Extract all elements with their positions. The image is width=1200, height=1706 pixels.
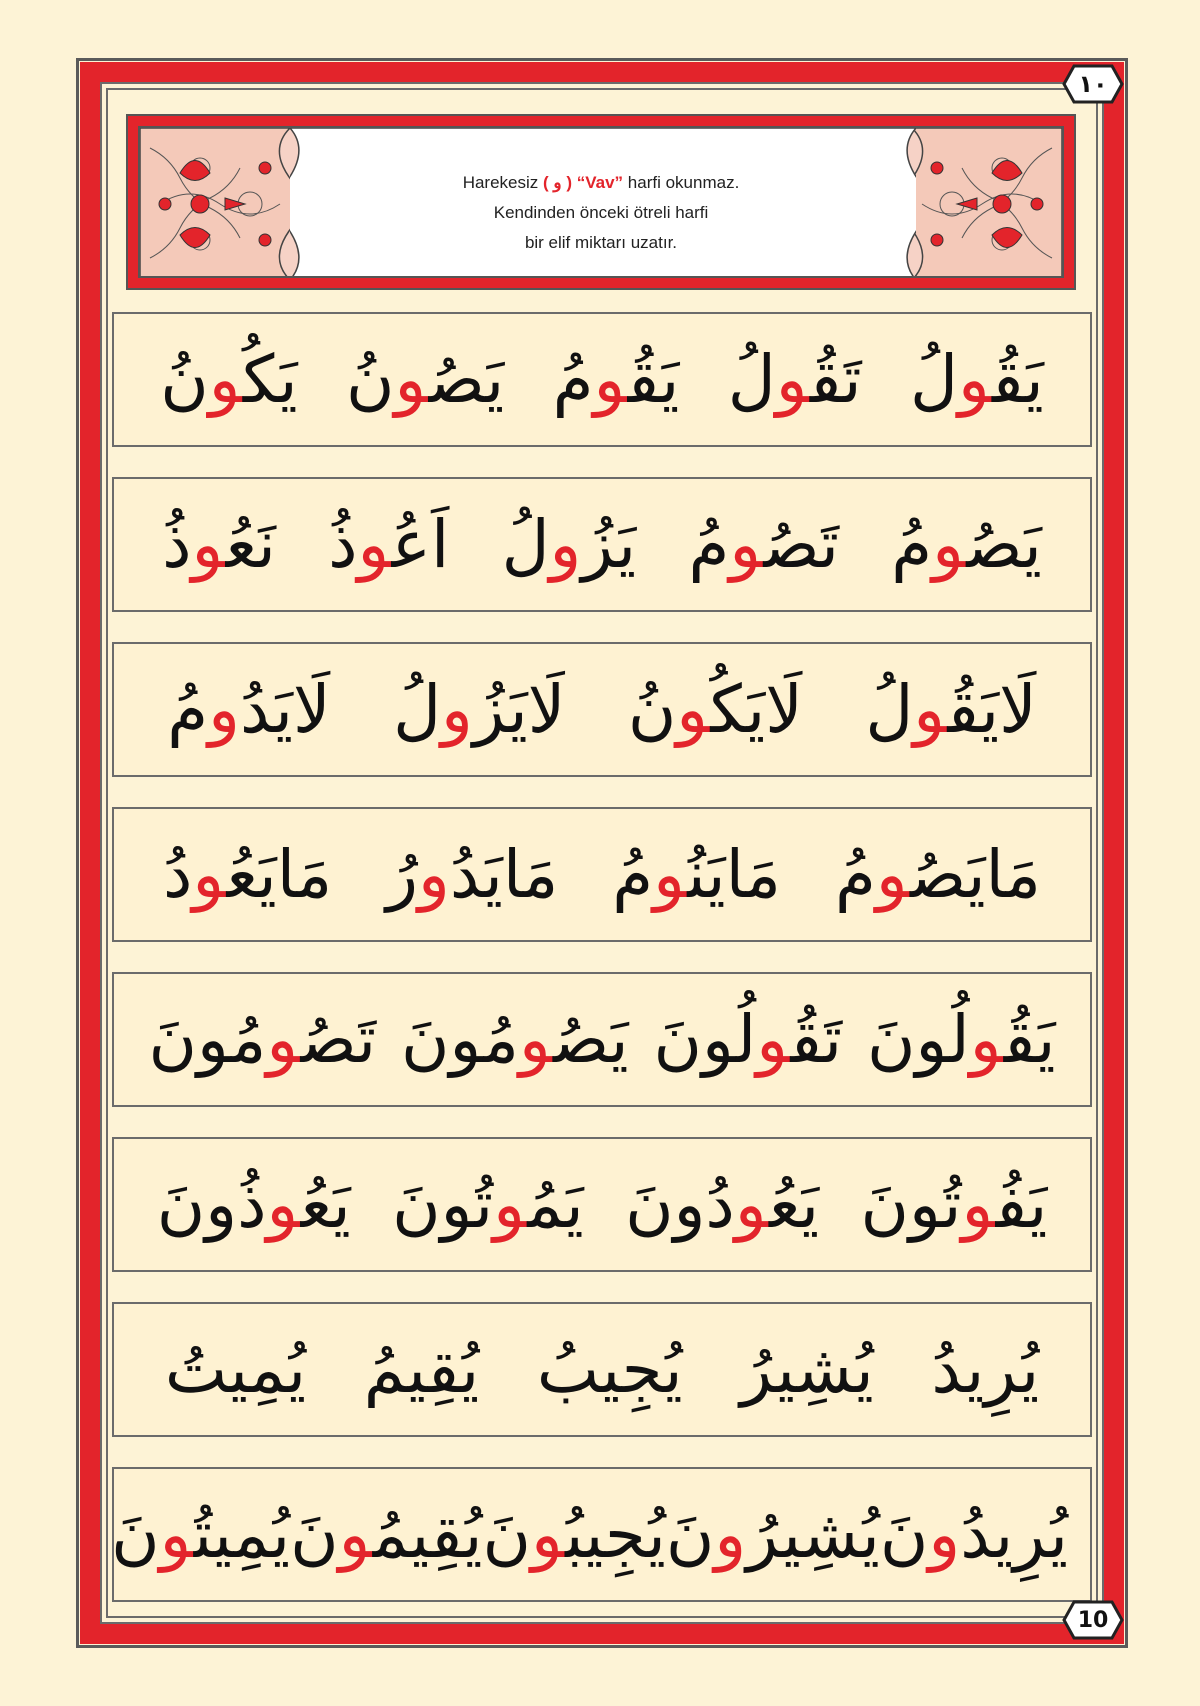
word-part: يَصُ	[428, 341, 505, 418]
word-part: يَفُ	[995, 1166, 1048, 1243]
word-part: لُ	[727, 341, 776, 418]
arabic-word	[861, 1166, 1048, 1243]
word-part: يَصُ	[966, 506, 1042, 583]
instruction-line-1-suffix: harfi okunmaz.	[627, 173, 740, 192]
silent-vav-highlight: و	[518, 1001, 554, 1078]
word-part: لَايَزُ	[472, 671, 566, 748]
arabic-word	[157, 1166, 351, 1243]
arabic-word	[728, 341, 862, 418]
silent-vav-highlight: و	[549, 506, 582, 583]
arabic-word	[502, 506, 637, 583]
word-part: يَقُ	[992, 341, 1044, 418]
word-part: مُ	[688, 506, 730, 583]
word-part: اَعُ	[391, 506, 450, 583]
word-row	[112, 1137, 1092, 1272]
word-part: يَقُ	[627, 341, 680, 418]
silent-vav-highlight: و	[957, 341, 993, 418]
word-part: مُونَ	[401, 1001, 519, 1078]
word-part: لُ	[865, 671, 914, 748]
silent-vav-highlight: و	[593, 341, 628, 418]
word-part: يُمِيتُ	[164, 1331, 307, 1408]
silent-vav-highlight: و	[928, 1496, 961, 1573]
arabic-word	[393, 671, 565, 748]
word-part: نَعُ	[225, 506, 276, 583]
word-part: يَكُ	[242, 341, 298, 418]
word-row	[112, 972, 1092, 1107]
arabic-word	[654, 1001, 843, 1078]
word-part: لَايَدُ	[239, 671, 331, 748]
arabic-word	[163, 836, 332, 913]
silent-vav-highlight: و	[932, 506, 967, 583]
word-part: لَايَقُ	[947, 671, 1037, 748]
silent-vav-highlight: و	[493, 1166, 528, 1243]
word-part: تَقُ	[790, 1001, 843, 1078]
word-part: دُ	[163, 836, 193, 913]
word-part: يَزُ	[581, 506, 637, 583]
word-part: ذُ	[328, 506, 358, 583]
word-part: مُونَ	[148, 1001, 267, 1078]
word-part: يُشِيرُ	[740, 1331, 874, 1408]
instruction-line-3: bir elif miktarı uzatır.	[524, 233, 678, 252]
word-part: تَصُ	[300, 1001, 377, 1078]
word-rows	[112, 312, 1092, 1632]
silent-vav-highlight: و	[961, 1166, 996, 1243]
word-part: مُ	[612, 836, 654, 913]
word-part: يُجِيبُ	[536, 1331, 683, 1408]
arabic-word	[386, 836, 558, 913]
arabic-word	[148, 1001, 376, 1078]
vav-letter-label: ( و )	[543, 173, 573, 192]
word-part: مَايَدُ	[449, 836, 559, 913]
silent-vav-highlight: و	[775, 341, 810, 418]
silent-vav-highlight: و	[653, 836, 688, 913]
word-part: يَعُ	[300, 1166, 351, 1243]
arabic-word	[483, 1496, 666, 1573]
word-part: ذُونَ	[156, 1166, 267, 1243]
word-row	[112, 312, 1092, 447]
silent-vav-highlight: و	[357, 506, 392, 583]
silent-vav-highlight: و	[530, 1496, 566, 1573]
word-part: مُ	[891, 506, 933, 583]
word-part: نَ	[665, 1496, 715, 1573]
silent-vav-highlight: و	[875, 836, 910, 913]
arabic-word	[537, 1331, 683, 1408]
word-part: نَ	[879, 1496, 929, 1573]
arabic-word	[392, 1166, 584, 1243]
page-number-bottom	[1062, 1600, 1124, 1640]
arabic-word	[931, 1331, 1039, 1408]
word-part: دُونَ	[625, 1166, 735, 1243]
word-part: يُرِيدُ	[931, 1331, 1040, 1408]
silent-vav-highlight: و	[266, 1001, 301, 1078]
silent-vav-highlight: و	[418, 836, 450, 913]
word-part: يُقِيمُ	[363, 1331, 480, 1408]
word-part: يُرِيدُ	[960, 1496, 1068, 1573]
word-part: مُ	[167, 671, 209, 748]
silent-vav-highlight: و	[734, 1166, 769, 1243]
silent-vav-highlight: و	[159, 1496, 194, 1573]
arabic-word	[346, 341, 504, 418]
word-part: يُشِيرُ	[746, 1496, 880, 1573]
word-part: تُونَ	[860, 1166, 962, 1243]
arabic-word	[364, 1331, 480, 1408]
word-row	[112, 1302, 1092, 1437]
arabic-word	[612, 836, 781, 913]
silent-vav-highlight: و	[208, 341, 243, 418]
arabic-word	[167, 671, 330, 748]
silent-vav-highlight: و	[338, 1496, 373, 1573]
word-part: مَايَصُ	[909, 836, 1042, 913]
arabic-word	[740, 1331, 874, 1408]
word-part: يَعُ	[768, 1166, 820, 1243]
silent-vav-highlight: و	[756, 1001, 791, 1078]
arabic-word	[891, 506, 1042, 583]
arabic-word	[160, 341, 297, 418]
arabic-word	[867, 1001, 1056, 1078]
arabic-word	[111, 1496, 290, 1573]
arabic-word	[835, 836, 1041, 913]
arabic-word	[865, 671, 1036, 748]
instruction-text	[140, 168, 1062, 258]
arabic-word	[290, 1496, 482, 1573]
word-part: نُ	[346, 341, 395, 418]
arabic-word	[401, 1001, 629, 1078]
word-part: نَ	[111, 1496, 160, 1573]
word-part: مَايَنُ	[687, 836, 782, 913]
word-part: تَقُ	[809, 341, 862, 418]
arabic-word	[553, 341, 680, 418]
instruction-banner-inner	[138, 126, 1064, 278]
word-part: تَصُ	[763, 506, 840, 583]
arabic-word	[628, 671, 803, 748]
word-part: يُمِيتُ	[193, 1496, 291, 1573]
word-part: لَايَكُ	[710, 671, 803, 748]
word-part: نُ	[160, 341, 209, 418]
word-part: لُ	[909, 341, 958, 418]
word-part: تُونَ	[392, 1166, 494, 1243]
instruction-banner	[126, 114, 1076, 290]
arabic-word	[625, 1166, 819, 1243]
silent-vav-highlight: و	[266, 1166, 301, 1243]
arabic-word	[910, 341, 1044, 418]
silent-vav-highlight: و	[441, 671, 473, 748]
arabic-word	[688, 506, 839, 583]
silent-vav-highlight: و	[191, 506, 226, 583]
page-number-arabic: ١٠	[1078, 70, 1108, 98]
word-part: نَ	[482, 1496, 531, 1573]
word-row	[112, 1467, 1092, 1602]
word-part: يَمُ	[527, 1166, 584, 1243]
word-part: مَايَعُ	[226, 836, 333, 913]
page-number-latin: 10	[1077, 1607, 1109, 1633]
word-part: مُ	[552, 341, 594, 418]
word-part: نُ	[627, 671, 677, 748]
arabic-word	[328, 506, 449, 583]
word-part: مُ	[834, 836, 876, 913]
silent-vav-highlight: و	[208, 671, 240, 748]
instruction-line-1	[140, 168, 1062, 198]
arabic-word	[162, 506, 276, 583]
arabic-word	[666, 1496, 880, 1573]
arabic-word	[880, 1496, 1068, 1573]
word-part: لُونَ	[867, 1001, 970, 1078]
silent-vav-highlight: و	[969, 1001, 1004, 1078]
word-row	[112, 477, 1092, 612]
word-part: ذُ	[162, 506, 192, 583]
word-part: يَصُ	[553, 1001, 629, 1078]
vav-name-label: “Vav”	[576, 173, 624, 192]
word-part: يَقُ	[1003, 1001, 1056, 1078]
word-part: لُ	[393, 671, 442, 748]
silent-vav-highlight: و	[192, 836, 227, 913]
word-part: يُقِيمُ	[372, 1496, 483, 1573]
word-row	[112, 642, 1092, 777]
instruction-line-1-prefix: Harekesiz	[462, 173, 539, 192]
arabic-word	[165, 1331, 306, 1408]
silent-vav-highlight: و	[729, 506, 764, 583]
word-part: يُجِيبُ	[565, 1496, 666, 1573]
silent-vav-highlight: و	[913, 671, 948, 748]
word-part: لُ	[501, 506, 550, 583]
word-part: لُونَ	[653, 1001, 757, 1078]
word-part: نَ	[290, 1496, 339, 1573]
silent-vav-highlight: و	[394, 341, 429, 418]
word-part: رُ	[386, 836, 418, 913]
page-number-top	[1062, 64, 1124, 104]
silent-vav-highlight: و	[676, 671, 711, 748]
word-row	[112, 807, 1092, 942]
instruction-line-2: Kendinden önceki ötreli harfi	[493, 203, 709, 222]
silent-vav-highlight: و	[714, 1496, 747, 1573]
